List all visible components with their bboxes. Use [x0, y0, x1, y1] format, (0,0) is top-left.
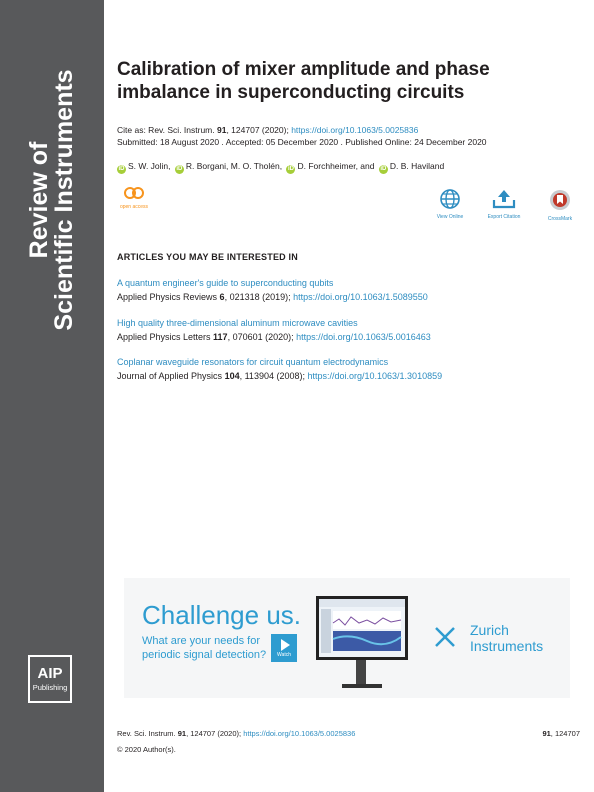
orcid-icon[interactable]: iD: [118, 166, 125, 172]
related-article-title[interactable]: Coplanar waveguide resonators for circuit quantum electrodynamics: [117, 357, 389, 367]
open-access-label: open access: [119, 204, 149, 210]
oscilloscope-screen-graphic: [319, 599, 405, 657]
ad-watch-button[interactable]: [271, 634, 297, 662]
related-article-source: [117, 369, 577, 383]
monitor-base: [342, 684, 382, 688]
article-dates: Submitted: 18 August 2020 . Accepted: 05 December 2020 . Published Online: 24 December 2020: [117, 137, 487, 147]
aip-logo-text: AIP: [37, 665, 63, 682]
crossmark-icon: [549, 188, 571, 212]
article-toolbar: [0, 186, 594, 226]
citation-block: [117, 124, 487, 148]
footer-page-volume: 91: [542, 729, 551, 738]
footer-doi-link[interactable]: https://doi.org/10.1063/5.0025836: [243, 729, 356, 738]
export-citation-button[interactable]: [479, 188, 529, 220]
related-article-title[interactable]: A quantum engineer's guide to superconducting qubits: [117, 278, 334, 288]
related-journal: Applied Physics Letters: [117, 332, 214, 342]
journal-title-line1: Review of: [25, 141, 53, 259]
related-articles-heading: ARTICLES YOU MAY BE INTERESTED IN: [117, 252, 298, 262]
footer-page-number: , 124707: [550, 729, 580, 738]
author[interactable]: D. B. Haviland: [389, 161, 445, 171]
related-journal: Journal of Applied Physics: [117, 371, 225, 381]
footer-cite-prefix: Rev. Sci. Instrum.: [117, 729, 178, 738]
related-volume: 117: [213, 332, 228, 342]
related-article: [117, 276, 577, 304]
journal-sidebar: [0, 0, 104, 792]
footer-page-id: [542, 728, 580, 739]
related-volume: 104: [224, 371, 240, 381]
globe-icon: [439, 188, 461, 210]
related-journal: Applied Physics Reviews: [117, 292, 220, 302]
related-doi-link[interactable]: https://doi.org/10.1063/1.3010859: [307, 371, 443, 381]
related-pages: , 070601 (2020);: [227, 332, 297, 342]
export-icon: [492, 188, 516, 210]
orcid-icon[interactable]: iD: [380, 166, 387, 172]
related-doi-link[interactable]: https://doi.org/10.1063/5.0016463: [296, 332, 431, 342]
related-article-title[interactable]: High quality three-dimensional aluminum microwave cavities: [117, 318, 358, 328]
ad-watch-label: Watch: [277, 652, 291, 658]
related-pages: , 113904 (2008);: [239, 371, 308, 381]
advertisement-banner[interactable]: [124, 578, 570, 698]
related-article-source: [117, 290, 577, 304]
related-article: [117, 355, 577, 383]
author[interactable]: R. Borgani, M. O. Tholén,: [185, 161, 283, 171]
cite-line: [117, 124, 487, 136]
monitor-image: [316, 596, 408, 660]
open-access-icon: [117, 186, 151, 204]
author-list: [117, 160, 446, 174]
related-pages: , 021318 (2019);: [224, 292, 294, 302]
zurich-instruments-name: [470, 622, 543, 654]
cite-prefix: Cite as: Rev. Sci. Instrum.: [117, 125, 217, 135]
play-icon: [281, 639, 290, 651]
footer-cite-rest: , 124707 (2020);: [186, 729, 244, 738]
crossmark-button[interactable]: [535, 188, 585, 222]
crossmark-label: CrossMark: [547, 216, 573, 222]
copyright-notice: © 2020 Author(s).: [117, 745, 176, 754]
author[interactable]: S. W. Jolin,: [128, 161, 171, 171]
open-access-badge[interactable]: [117, 186, 151, 210]
cite-rest: , 124707 (2020);: [226, 125, 292, 135]
article-title: Calibration of mixer amplitude and phase imbalance in superconducting circuits: [117, 59, 490, 103]
view-online-label: View Online: [436, 214, 464, 220]
brand-line2: Instruments: [470, 638, 544, 654]
orcid-icon[interactable]: iD: [287, 166, 294, 172]
orcid-icon[interactable]: iD: [176, 166, 183, 172]
related-doi-link[interactable]: https://doi.org/10.1063/1.5089550: [293, 292, 428, 302]
related-volume: 6: [219, 292, 225, 302]
related-article: [117, 316, 577, 344]
monitor-stand: [356, 660, 366, 686]
publishing-logo-text: Publishing: [32, 683, 68, 692]
journal-title-line2: Scientific Instruments: [50, 69, 78, 331]
cite-volume: 91: [216, 125, 227, 135]
article-doi-link[interactable]: https://doi.org/10.1063/5.0025836: [291, 125, 419, 135]
ad-subtext: What are your needs for periodic signal detection?: [142, 635, 267, 661]
page-footer: [117, 728, 580, 739]
footer-cite-volume: 91: [177, 729, 187, 738]
view-online-button[interactable]: [425, 188, 475, 220]
brand-line1: Zurich: [470, 622, 509, 638]
ad-headline: Challenge us.: [142, 600, 301, 630]
author[interactable]: D. Forchheimer, and: [297, 161, 375, 171]
aip-publishing-logo[interactable]: [28, 655, 72, 703]
zurich-instruments-logo-icon: [434, 626, 456, 648]
export-citation-label: Export Citation: [487, 214, 521, 220]
related-article-source: [117, 330, 577, 344]
